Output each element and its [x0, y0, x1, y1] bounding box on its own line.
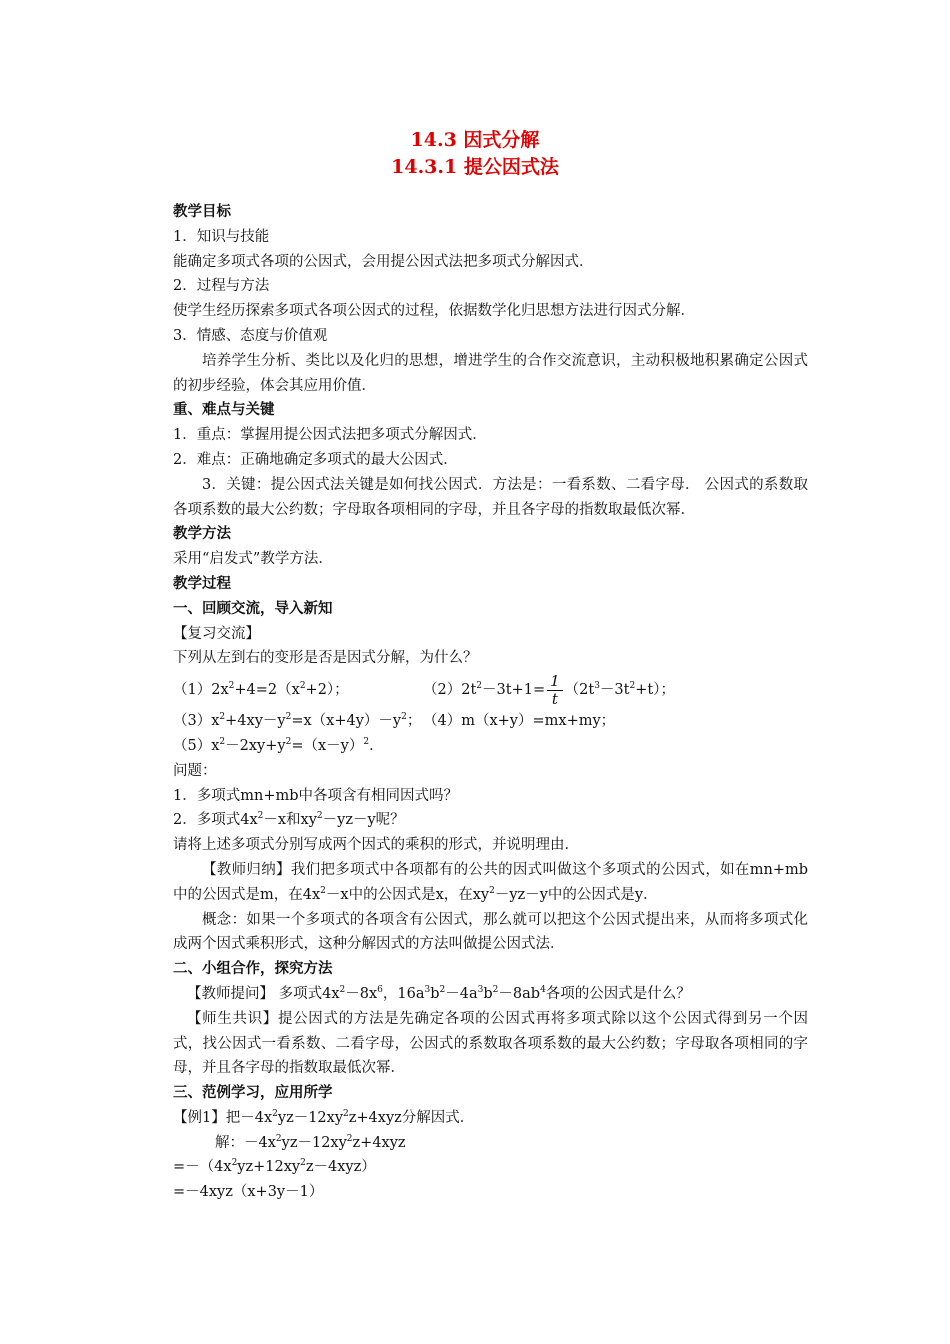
review-question: 下列从左到右的变形是否是因式分解，为什么？ — [173, 650, 478, 667]
teacher-question: 【教师提问】 多项式$4x^2-8x^6$，$16a^3b^2-4a^3b^2-8ab^4$各项的公因式是什么？ — [187, 985, 691, 1002]
teacher-summary: 【教师归纳】我们把多项式中各项都有的公共的因式叫做这个多项式的公因式，如在mn+mb中的公因式是m，在$4x^2-x$中的公因式是x，在$xy^2-yz-y$中的公因式是y． — [173, 861, 808, 903]
part-2-heading: 二、小组合作，探究方法 — [173, 961, 333, 978]
expression-1: $(1)2x^2+4=2(x^2+2)$； — [173, 681, 349, 699]
expression-row-2 — [173, 709, 808, 734]
goal-3-label: 3．情感、态度与价值观 — [173, 327, 328, 344]
method-text: 采用“启发式”教学方法． — [173, 551, 333, 568]
solution-step-1: 解：$-4x^2yz-12xy^2z+4xyz$ — [215, 1133, 406, 1151]
shared-consensus: 【师生共识】提公因式的方法是先确定各项的公因式再将多项式除以这个公因式得到另一个因式，找公因式一看系数、二看字母，公因式的系数取各项系数的最大公约数；字母取各项相同的字母，并且各字母的指数取最低次幂． — [173, 1010, 808, 1077]
expression-4: （4）m（x+y）=mx+my； — [423, 713, 616, 730]
goal-2-label: 2．过程与方法 — [173, 278, 270, 295]
goal-1-text: 能确定多项式各项的公因式，会用提公因式法把多项式分解因式． — [173, 253, 594, 270]
part-3-heading: 三、范例学习，应用所学 — [173, 1085, 333, 1102]
question-1: 1．多项式mn+mb中各项含有相同因式吗？ — [173, 787, 458, 804]
section-title: 14.3 因式分解 — [410, 129, 540, 151]
key-point-1: 1．重点：掌握用提公因式法把多项式分解因式． — [173, 427, 487, 444]
heading-teaching-process: 教学过程 — [173, 575, 231, 592]
question-3: 请将上述多项式分别写成两个因式的乘积的形式，并说明理由． — [173, 837, 579, 854]
expression-2: $(2)2t^2-3t+1=$ $\frac{1}{t}$ $(2t^3-3t^2+t)$； — [423, 671, 675, 708]
concept-definition: 概念：如果一个多项式的各项含有公因式，那么就可以把这个公因式提出来，从而将多项式化成两个因式乘积形式，这种分解因式的方法叫做提公因式法． — [173, 911, 808, 953]
goal-2-text: 使学生经历探索多项式各项公因式的过程，依据数学化归思想方法进行因式分解． — [173, 303, 695, 320]
key-point-2: 2．难点：正确地确定多项式的最大公因式． — [173, 451, 458, 468]
heading-teaching-goals: 教学目标 — [173, 204, 231, 220]
subsection-title: 14.3.1 提公因式法 — [391, 156, 559, 178]
solution-step-3: =－4xyz（x+3y－1） — [173, 1184, 324, 1201]
question-2: 2．多项式$4x^2-x$和$xy^2-yz-y$呢？ — [173, 811, 405, 829]
body-text — [173, 200, 808, 1205]
goal-1-label: 1．知识与技能 — [173, 228, 270, 245]
goal-3-text: 培养学生分析、类比以及化归的思想，增进学生的合作交流意识，主动积极地积累确定公因式的初步经验，体会其应用价值． — [173, 352, 808, 394]
solution-step-2: $=-(4x^2yz+12xy^2z-4xyz)$ — [173, 1158, 376, 1176]
review-label: 【复习交流】 — [173, 625, 260, 642]
expression-5: $(5)x^2-2xy+y^2=(x-y)^2$． — [173, 737, 384, 754]
title-block — [0, 127, 950, 181]
expression-row-1 — [173, 671, 808, 709]
expression-3: $(3)x^2+4xy-y^2=x(x+4y)-y^2$； — [173, 712, 422, 730]
key-point-3: 3．关键：提公因式法关键是如何找公因式．方法是：一看系数、二看字母． 公因式的系数取各项系数的最大公约数；字母取各项相同的字母，并且各字母的指数取最低次幂． — [173, 476, 808, 518]
fraction: $\frac{1}{t}$ — [547, 673, 563, 708]
question-label: 问题： — [173, 762, 217, 779]
part-1-heading: 一、回顾交流，导入新知 — [173, 600, 333, 617]
heading-teaching-method: 教学方法 — [173, 526, 231, 543]
example-1: 【例1】把$-4x^2yz-12xy^2z+4xyz$分解因式． — [173, 1109, 475, 1126]
heading-key-points: 重、难点与关键 — [173, 402, 275, 419]
